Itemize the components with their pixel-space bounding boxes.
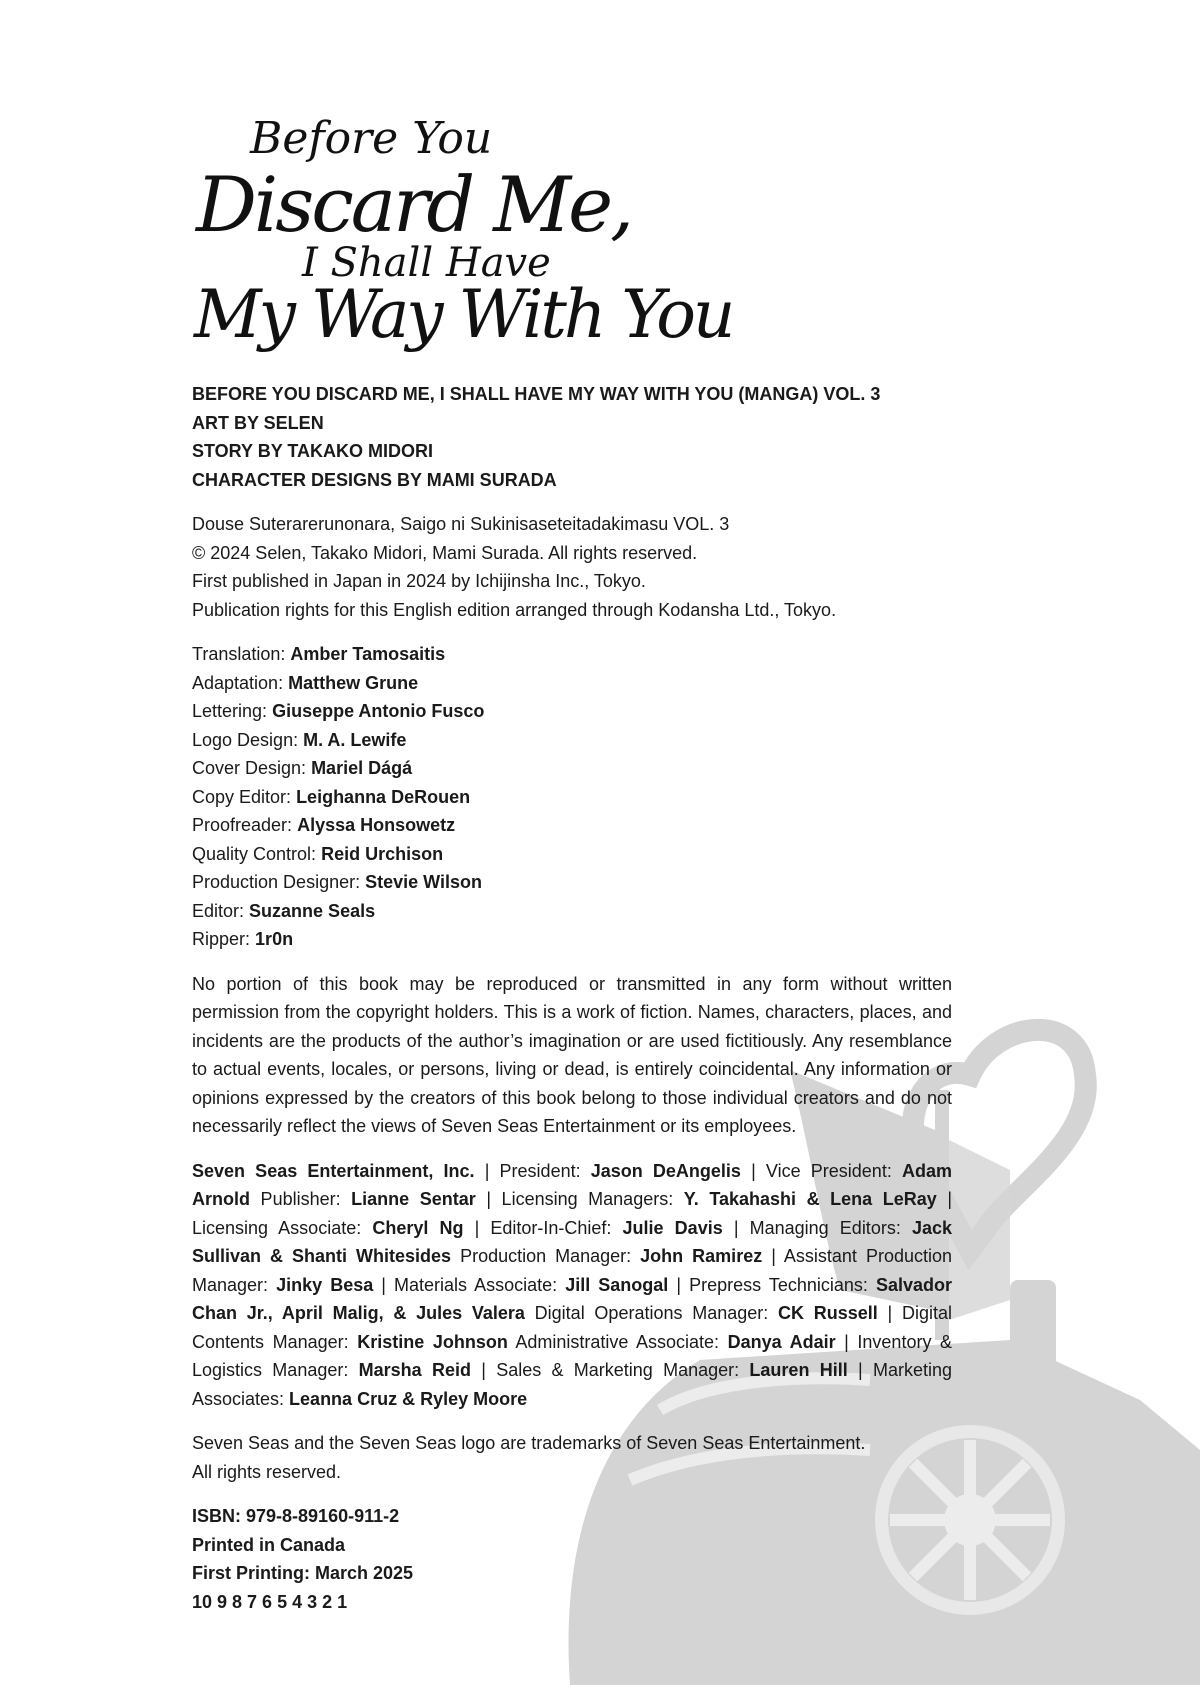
original-title: Douse Suterarerunonara, Saigo ni Sukinisaseteitadakimasu VOL. 3 xyxy=(192,514,730,534)
heading-title: BEFORE YOU DISCARD ME, I SHALL HAVE MY WAY WITH YOU (MANGA) VOL. 3 xyxy=(192,384,881,404)
heading-story: STORY BY TAKAKO MIDORI xyxy=(192,441,434,461)
staff-name: Y. Takahashi & Lena LeRay xyxy=(683,1189,937,1209)
staff-name: Seven Seas Entertainment, Inc. xyxy=(192,1160,475,1181)
staff-name: Lauren Hill xyxy=(749,1360,848,1380)
staff-role: | Inventory & Logistics Manager: xyxy=(192,1331,953,1380)
credit-name: M. A. Lewife xyxy=(303,729,407,750)
original-first-published: First published in Japan in 2024 by Ichijinsha Inc., Tokyo. xyxy=(192,571,646,591)
isbn: ISBN: 979-8-89160-911-2 xyxy=(192,1506,400,1526)
credit-role: Ripper: xyxy=(192,929,251,949)
title-heading-block xyxy=(192,380,952,494)
credit-name: 1r0n xyxy=(255,929,294,949)
staff-role: | Marketing Associates: xyxy=(192,1360,952,1409)
staff-name: CK Russell xyxy=(778,1303,878,1323)
logo-line-3: I Shall Have xyxy=(302,240,551,286)
trademark-line: Seven Seas and the Seven Seas logo are trademarks of Seven Seas Entertainment. xyxy=(192,1433,866,1453)
staff-role: | Licensing Associate: xyxy=(192,1189,953,1238)
credit-row xyxy=(192,840,952,869)
staff-role: | Digital Contents Manager: xyxy=(192,1303,952,1352)
credit-name: Leighanna DeRouen xyxy=(296,786,471,807)
staff-role: | Materials Associate: xyxy=(373,1274,566,1295)
staff-name: Jill Sanogal xyxy=(565,1274,669,1295)
logo-line-2: Discard Me, xyxy=(196,160,632,249)
staff-role: Production Manager: xyxy=(451,1246,641,1266)
staff-name: Danya Adair xyxy=(727,1331,836,1352)
credit-row xyxy=(192,669,952,698)
credit-row xyxy=(192,783,952,812)
staff-name: Julie Davis xyxy=(622,1217,723,1238)
credit-name: Suzanne Seals xyxy=(249,900,376,921)
staff-role: | President: xyxy=(474,1160,591,1181)
logo-line-4: My Way With You xyxy=(194,276,733,353)
credit-role: Editor: xyxy=(192,900,245,921)
credit-row xyxy=(192,726,952,755)
credit-name: Alyssa Honsowetz xyxy=(297,815,456,835)
original-copyright: © 2024 Selen, Takako Midori, Mami Surada. All rights reserved. xyxy=(192,542,698,563)
credit-row xyxy=(192,754,952,783)
logo-line-1: Before You xyxy=(250,113,493,164)
staff-role: Publisher: xyxy=(250,1189,352,1209)
credit-name: Reid Urchison xyxy=(321,843,444,864)
staff-name: Lianne Sentar xyxy=(351,1189,476,1209)
credit-row xyxy=(192,897,952,926)
credit-name: Giuseppe Antonio Fusco xyxy=(272,701,485,721)
credit-name: Matthew Grune xyxy=(288,672,419,693)
credit-row xyxy=(192,697,952,726)
heading-art: ART BY SELEN xyxy=(192,412,324,433)
credit-role: Copy Editor: xyxy=(192,786,292,807)
credit-name: Stevie Wilson xyxy=(365,872,482,892)
staff-name: Jason DeAngelis xyxy=(590,1160,741,1181)
first-printing: First Printing: March 2025 xyxy=(192,1563,414,1583)
staff-role: | Managing Editors: xyxy=(722,1217,912,1238)
staff-role: | Assistant Production Manager: xyxy=(192,1246,952,1295)
credit-row xyxy=(192,640,952,669)
credit-row xyxy=(192,868,952,897)
staff-name: Jack Sullivan & Shanti Whitesides xyxy=(192,1217,952,1266)
staff-role: | Sales & Marketing Manager: xyxy=(470,1360,750,1380)
staff-role: | Editor-In-Chief: xyxy=(463,1217,623,1238)
original-rights: Publication rights for this English edition arranged through Kodansha Ltd., Tokyo. xyxy=(192,599,837,620)
staff-role: | Vice President: xyxy=(740,1160,902,1181)
staff-role: | Prepress Technicians: xyxy=(668,1274,876,1295)
staff-name: Cheryl Ng xyxy=(372,1217,464,1238)
original-publication-block xyxy=(192,510,952,624)
staff-role: | Licensing Managers: xyxy=(475,1189,684,1209)
disclaimer-paragraph: No portion of this book may be reproduced or transmitted in any form without written permission from the copyright holders. This is a work of fiction. Names, characters, places, and incidents are the products of the author’s imagination or are used fictitiously. Any resemblance to actual events, locales, or persons, living or dead, is entirely coincidental. Any information or opinions expressed by the creators of this book belong to those individual creators and do not necessarily reflect the views of Seven Seas Entertainment or its employees. xyxy=(192,973,952,1136)
credit-role: Translation: xyxy=(192,644,286,664)
credit-role: Production Designer: xyxy=(192,872,361,892)
printing-block xyxy=(192,1502,952,1616)
heading-character-designs: CHARACTER DESIGNS BY MAMI SURADA xyxy=(192,469,557,490)
title-logo xyxy=(190,115,750,360)
credit-role: Quality Control: xyxy=(192,843,317,864)
staff-name: Leanna Cruz & Ryley Moore xyxy=(289,1388,528,1409)
trademark-block xyxy=(192,1429,952,1486)
publisher-staff-paragraph xyxy=(192,1157,952,1414)
staff-name: John Ramirez xyxy=(640,1246,763,1266)
credit-row xyxy=(192,925,952,954)
staff-role: Digital Operations Manager: xyxy=(524,1303,779,1323)
credit-role: Adaptation: xyxy=(192,672,284,693)
credit-role: Logo Design: xyxy=(192,729,299,750)
staff-name: Jinky Besa xyxy=(276,1274,374,1295)
copyright-content xyxy=(192,380,952,1616)
credit-row xyxy=(192,811,952,840)
staff-name: Marsha Reid xyxy=(358,1360,471,1380)
staff-name: Salvador Chan Jr., April Malig, & Jules Valera xyxy=(192,1274,953,1323)
printed-in: Printed in Canada xyxy=(192,1534,346,1555)
credit-role: Lettering: xyxy=(192,701,268,721)
credit-role: Cover Design: xyxy=(192,758,307,778)
printing-line: 10 9 8 7 6 5 4 3 2 1 xyxy=(192,1591,348,1612)
credit-name: Amber Tamosaitis xyxy=(290,644,446,664)
credit-name: Mariel Dágá xyxy=(311,758,413,778)
staff-name: Adam Arnold xyxy=(192,1160,952,1209)
rights-reserved-line: All rights reserved. xyxy=(192,1461,342,1482)
staff-name: Kristine Johnson xyxy=(357,1331,508,1352)
credits-block xyxy=(192,640,952,954)
staff-role: Administrative Associate: xyxy=(507,1331,728,1352)
credit-role: Proofreader: xyxy=(192,815,293,835)
